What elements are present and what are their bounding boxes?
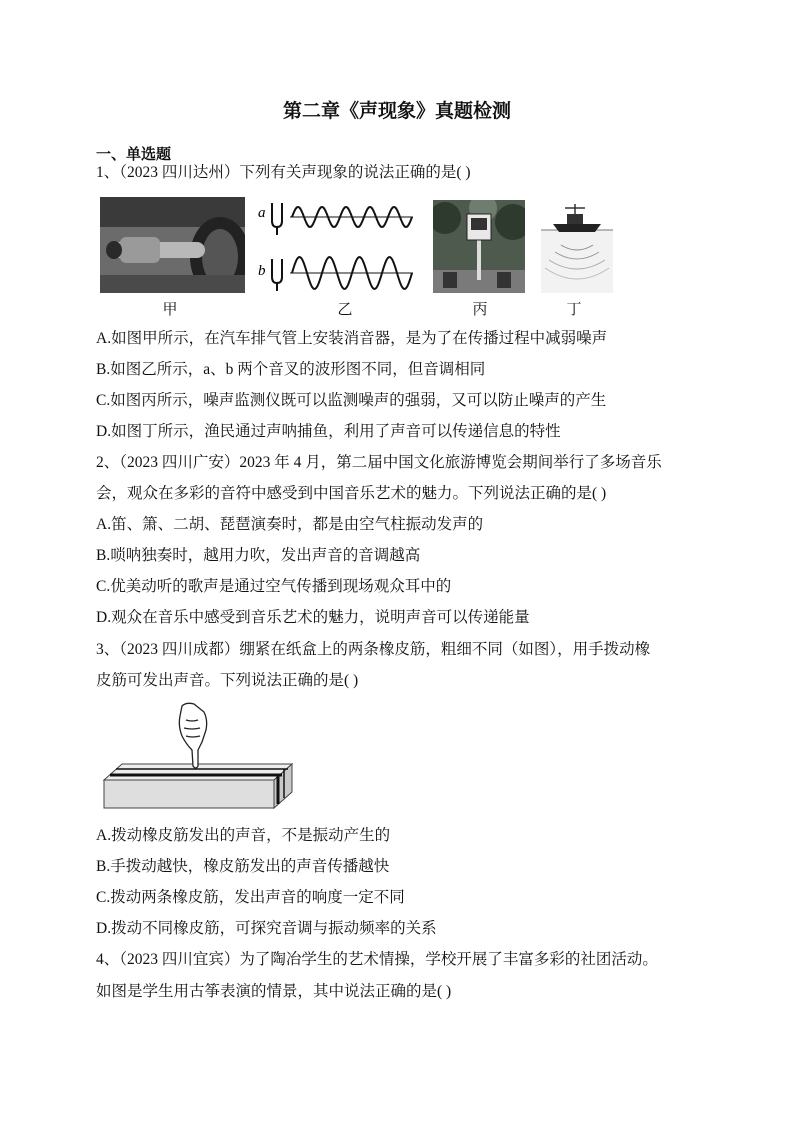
question-1-option-d: D.如图丁所示，渔民通过声呐捕鱼，利用了声音可以传递信息的特性 bbox=[96, 423, 561, 440]
section-heading: 一、单选题 bbox=[96, 145, 172, 163]
question-3-option-d: D.拨动不同橡皮筋，可探究音调与振动频率的关系 bbox=[96, 920, 437, 937]
question-1-option-c: C.如图丙所示，噪声监测仪既可以监测噪声的强弱，又可以防止噪声的产生 bbox=[96, 392, 607, 409]
noise-monitor-photo bbox=[433, 200, 525, 293]
tuning-fork-b bbox=[272, 259, 282, 291]
paper-box bbox=[104, 764, 292, 808]
question-3-option-c: C.拨动两条橡皮筋，发出声音的响度一定不同 bbox=[96, 889, 405, 906]
question-1-option-a: A.如图甲所示，在汽车排气管上安装消音器，是为了在传播过程中减弱噪声 bbox=[96, 330, 608, 347]
hand-icon bbox=[179, 703, 206, 768]
caption-yi: 乙 bbox=[337, 302, 353, 318]
question-3-option-b: B.手拨动越快，橡皮筋发出的声音传播越快 bbox=[96, 858, 390, 875]
question-1-stem: 1、（2023 四川达州）下列有关声现象的说法正确的是( ) bbox=[96, 164, 471, 181]
question-3-stem-line-2: 皮筋可发出声音。下列说法正确的是( ) bbox=[96, 672, 359, 689]
fork-a-label: a bbox=[258, 205, 266, 221]
question-4-stem-line-1: 4、（2023 四川宜宾）为了陶冶学生的艺术情操，学校开展了丰富多彩的社团活动。 bbox=[96, 951, 658, 968]
question-2-option-a: A.笛、箫、二胡、琵琶演奏时，都是由空气柱振动发声的 bbox=[96, 516, 484, 533]
rubber-band-box-figure bbox=[100, 700, 296, 812]
question-4-stem-line-2: 如图是学生用古筝表演的情景，其中说法正确的是( ) bbox=[96, 983, 452, 1000]
question-3-stem-line-1: 3、（2023 四川成都）绷紧在纸盒上的两条橡皮筋，粗细不同（如图），用手拨动橡 bbox=[96, 641, 651, 658]
question-2-stem-line-1: 2、（2023 四川广安）2023 年 4 月，第二届中国文化旅游博览会期间举行了多场音乐 bbox=[96, 454, 662, 471]
question-2-stem-line-2: 会，观众在多彩的音符中感受到中国音乐艺术的魅力。下列说法正确的是( ) bbox=[96, 485, 607, 502]
fork-b-label: b bbox=[258, 263, 266, 279]
tuning-fork-a bbox=[272, 203, 282, 235]
caption-jia: 甲 bbox=[162, 302, 178, 318]
question-1-option-b: B.如图乙所示，a、b 两个音叉的波形图不同，但音调相同 bbox=[96, 361, 486, 378]
question-2-option-c: C.优美动听的歌声是通过空气传播到现场观众耳中的 bbox=[96, 578, 452, 595]
car-exhaust-photo bbox=[100, 197, 245, 293]
question-2-option-d: D.观众在音乐中感受到音乐艺术的魅力，说明声音可以传递能量 bbox=[96, 609, 530, 626]
question-2-option-b: B.唢呐独奏时，越用力吹，发出声音的音调越高 bbox=[96, 547, 421, 564]
caption-bing: 丙 bbox=[472, 302, 488, 318]
sonar-fishing-boat bbox=[541, 200, 613, 293]
page-title: 第二章《声现象》真题检测 bbox=[282, 100, 511, 122]
caption-ding: 丁 bbox=[566, 302, 582, 318]
tuning-fork-waveforms bbox=[258, 197, 416, 293]
question-3-option-a: A.拨动橡皮筋发出的声音，不是振动产生的 bbox=[96, 827, 391, 844]
